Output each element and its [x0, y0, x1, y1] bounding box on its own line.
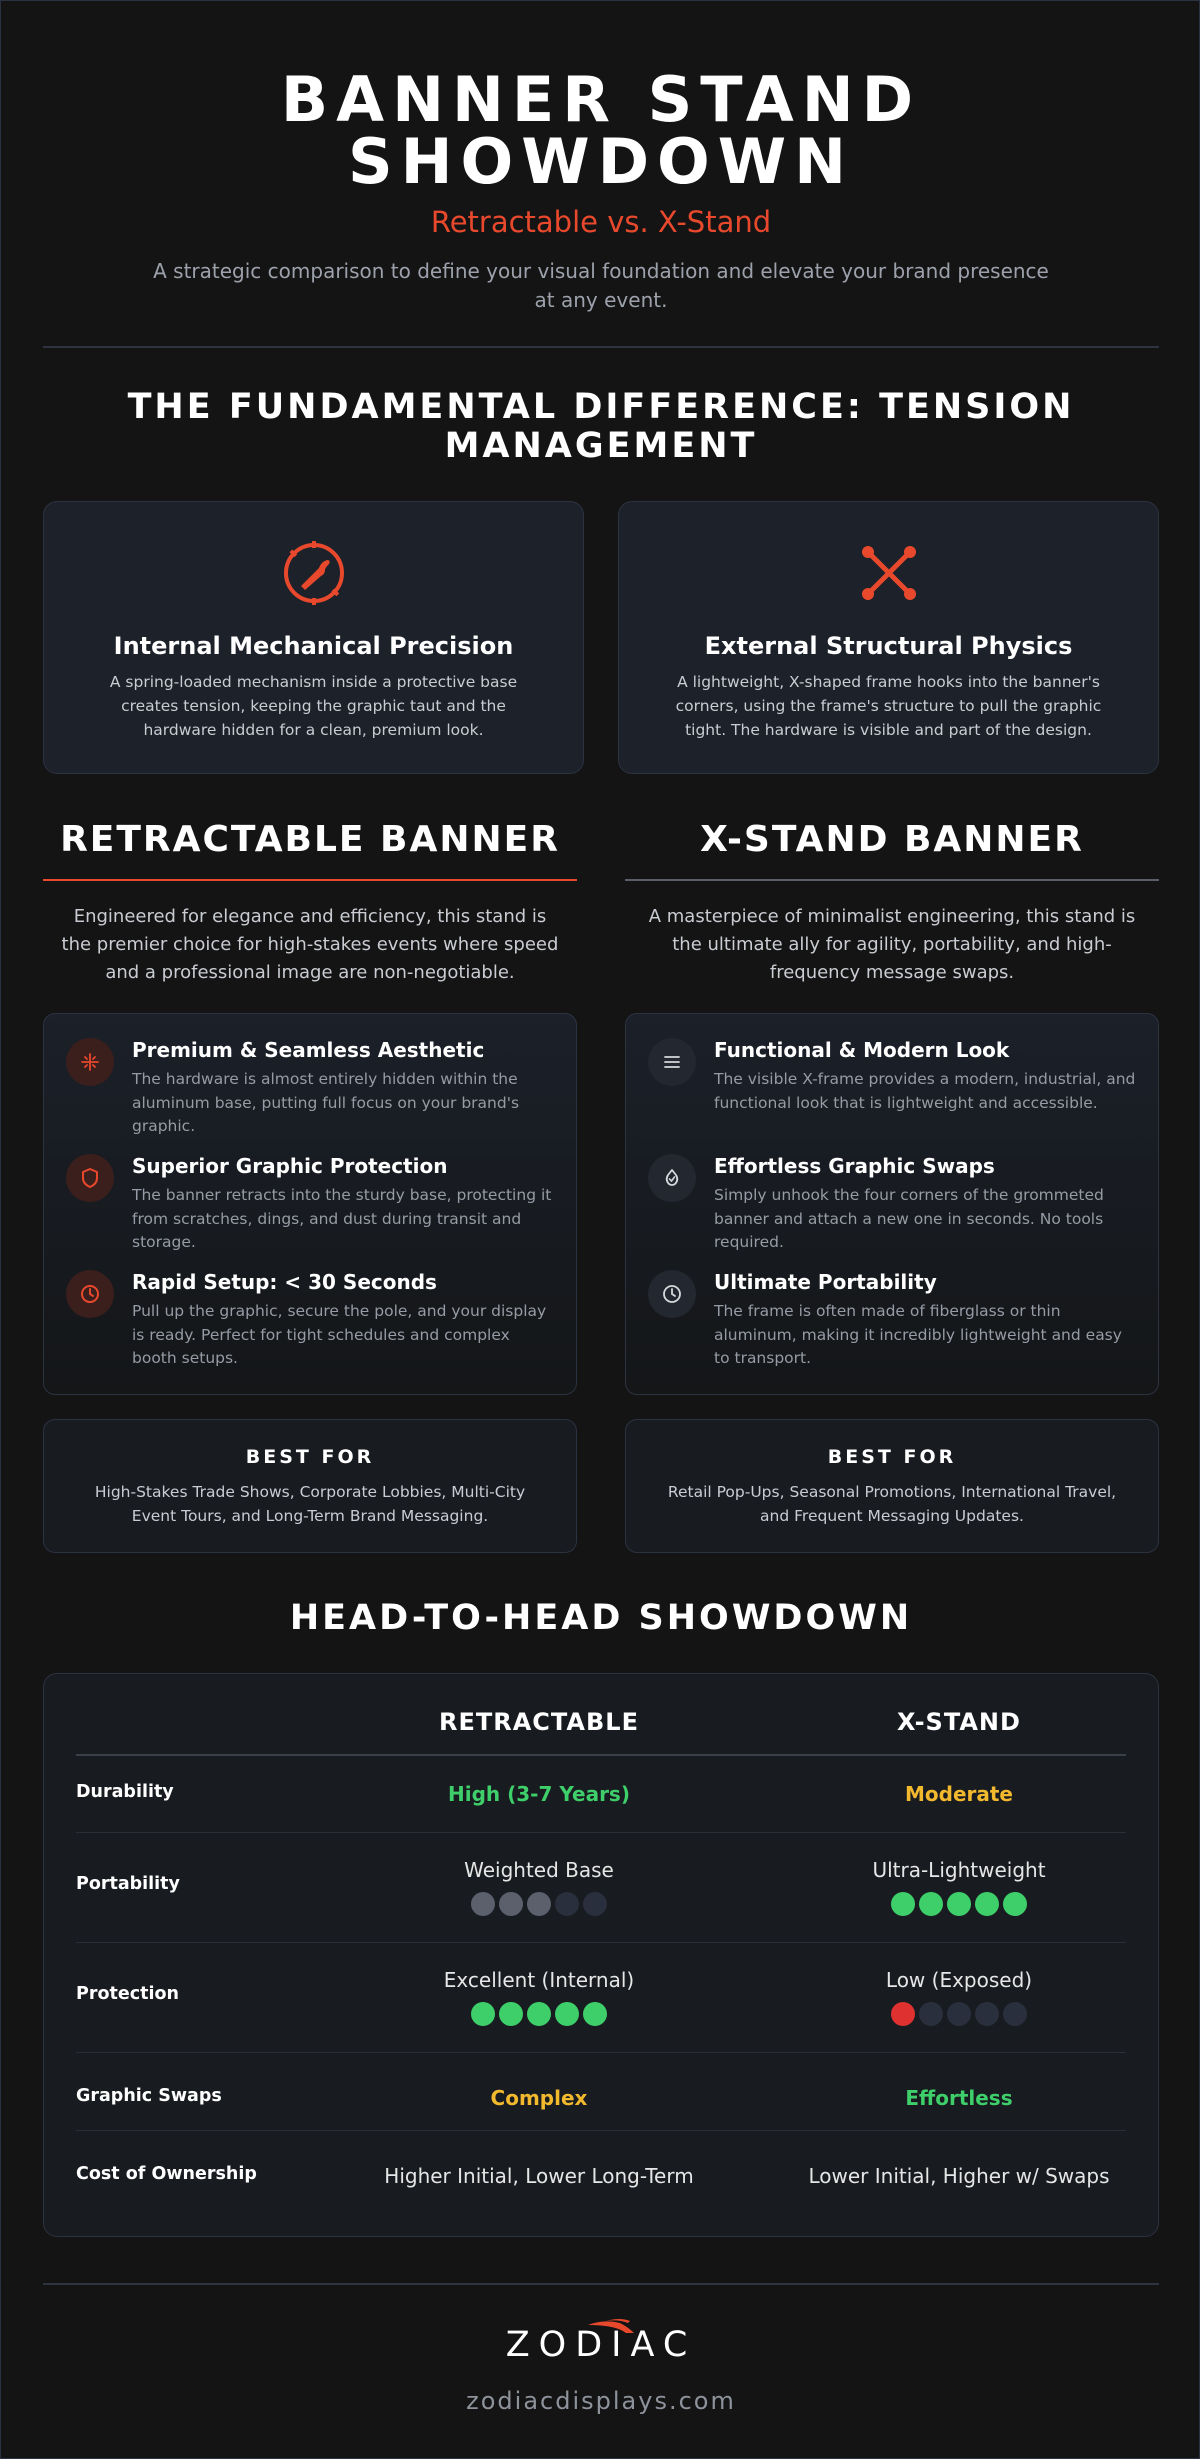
- rating-dot: [583, 2002, 607, 2026]
- title-line-2: SHOWDOWN: [347, 125, 855, 198]
- rating-dot: [891, 1892, 915, 1916]
- feature-text: Pull up the graphic, secure the pole, and your display is ready. Perfect for tight schedules and complex booth setups.: [132, 1302, 547, 1367]
- xstand-features: [625, 1013, 1159, 1395]
- rating-dot: [891, 2002, 915, 2026]
- zodiac-logo: [1, 2317, 1200, 2367]
- feature-title: Premium & Seamless Aesthetic: [132, 1038, 485, 1062]
- fundamental-section-title: [1, 388, 1200, 466]
- col-header-retractable: RETRACTABLE: [439, 1708, 639, 1736]
- rating-dot: [947, 1892, 971, 1916]
- feature-title: Rapid Setup: < 30 Seconds: [132, 1270, 437, 1294]
- rating-dot: [1003, 1892, 1027, 1916]
- feature-title: Effortless Graphic Swaps: [714, 1154, 995, 1178]
- portability-retractable-rating: [329, 1892, 749, 1916]
- x-frame-icon: [854, 538, 924, 608]
- rating-dot: [499, 1892, 523, 1916]
- clock-icon: [648, 1270, 696, 1318]
- rating-dot: [555, 1892, 579, 1916]
- portability-xstand-rating: [749, 1892, 1169, 1916]
- feature-text: The frame is often made of fiberglass or thin aluminum, making it incredibly lightweight and easy to transport.: [714, 1302, 1122, 1367]
- divider: [43, 2283, 1159, 2285]
- feature-text: The visible X-frame provides a modern, industrial, and functional look that is lightweight and accessible.: [714, 1070, 1136, 1112]
- card-text: A spring-loaded mechanism inside a protective base creates tension, keeping the graphic taut and the hardware hidden for a clean, premium look.: [109, 673, 518, 739]
- retractable-best-for: [43, 1419, 577, 1553]
- row-divider: [76, 1832, 1126, 1833]
- sparkle-icon: [66, 1038, 114, 1086]
- xstand-underline: [625, 879, 1159, 881]
- durability-retractable: High (3-7 Years): [448, 1782, 630, 1806]
- rating-dot: [527, 1892, 551, 1916]
- rating-dot: [975, 1892, 999, 1916]
- row-label-durability: Durability: [76, 1782, 174, 1802]
- row-label-graphic-swaps: Graphic Swaps: [76, 2086, 222, 2106]
- protection-xstand-rating: [749, 2002, 1169, 2026]
- rating-dot: [583, 1892, 607, 1916]
- retractable-description: Engineered for elegance and efficiency, this stand is the premier choice for high-stakes events where speed and a professional image are non-negotiable.: [61, 906, 559, 983]
- card-title: Internal Mechanical Precision: [113, 632, 514, 660]
- protection-retractable: Excellent (Internal): [443, 1968, 635, 1992]
- xstand-title: X-STAND BANNER: [700, 819, 1084, 860]
- xstand-description: A masterpiece of minimalist engineering, this stand is the ultimate ally for agility, portability, and high-frequency message swaps.: [648, 906, 1136, 983]
- row-divider: [76, 2130, 1126, 2131]
- section-title-line-1: THE FUNDAMENTAL DIFFERENCE: TENSION: [127, 387, 1075, 427]
- wrench-gear-icon: [279, 538, 349, 608]
- rating-dot: [471, 2002, 495, 2026]
- card-text: A lightweight, X-shaped frame hooks into the banner's corners, using the frame's structure to pull the graphic tight. The hardware is visible and part of the design.: [675, 673, 1102, 739]
- xstand-best-for: [625, 1419, 1159, 1553]
- durability-xstand: Moderate: [904, 1782, 1013, 1806]
- row-divider: [76, 2052, 1126, 2053]
- page-description: A strategic comparison to define your visual foundation and elevate your brand presence at any event.: [153, 259, 1049, 312]
- rating-dot: [919, 2002, 943, 2026]
- title-line-1: BANNER STAND: [280, 63, 922, 136]
- rating-dot: [975, 2002, 999, 2026]
- menu-lines-icon: [648, 1038, 696, 1086]
- feature-text: Simply unhook the four corners of the grommeted banner and attach a new one in seconds. No tools required.: [714, 1186, 1104, 1251]
- cost-xstand: Lower Initial, Higher w/ Swaps: [808, 2164, 1110, 2188]
- col-header-xstand: X-STAND: [897, 1708, 1021, 1736]
- portability-xstand: Ultra-Lightweight: [872, 1858, 1046, 1882]
- website-link[interactable]: zodiacdisplays.com: [466, 2387, 736, 2415]
- cost-retractable: Higher Initial, Lower Long-Term: [384, 2164, 694, 2188]
- page-title: [1, 63, 1200, 198]
- clock-icon: [66, 1270, 114, 1318]
- swap-refresh-icon: [648, 1154, 696, 1202]
- feature-title: Ultimate Portability: [714, 1270, 937, 1294]
- feature-text: The hardware is almost entirely hidden within the aluminum base, putting full focus on your brand's graphic.: [132, 1070, 520, 1135]
- swaps-xstand: Effortless: [905, 2086, 1013, 2110]
- header-rule: [76, 1754, 1126, 1756]
- row-label-portability: Portability: [76, 1874, 180, 1894]
- feature-title: Superior Graphic Protection: [132, 1154, 448, 1178]
- portability-retractable: Weighted Base: [464, 1858, 614, 1882]
- rating-dot: [1003, 2002, 1027, 2026]
- protection-retractable-rating: [329, 2002, 749, 2026]
- internal-mechanism-card: [43, 501, 584, 774]
- rating-dot: [471, 1892, 495, 1916]
- shield-icon: [66, 1154, 114, 1202]
- rating-dot: [947, 2002, 971, 2026]
- logo-text: ZODIAC: [505, 2325, 697, 2365]
- page-subtitle: Retractable vs. X-Stand: [430, 205, 772, 239]
- showdown-title: HEAD-TO-HEAD SHOWDOWN: [289, 1598, 913, 1638]
- rating-dot: [555, 2002, 579, 2026]
- feature-title: Functional & Modern Look: [714, 1038, 1010, 1062]
- divider: [43, 346, 1159, 348]
- rating-dot: [919, 1892, 943, 1916]
- section-title-line-2: MANAGEMENT: [444, 426, 758, 466]
- swaps-retractable: Complex: [490, 2086, 588, 2110]
- best-for-text: Retail Pop-Ups, Seasonal Promotions, International Travel, and Frequent Messaging Updates.: [667, 1483, 1117, 1525]
- rating-dot: [527, 2002, 551, 2026]
- best-for-label: BEST FOR: [827, 1446, 957, 1468]
- rating-dot: [499, 2002, 523, 2026]
- external-structure-card: [618, 501, 1159, 774]
- retractable-features: [43, 1013, 577, 1395]
- comparison-table: [43, 1673, 1159, 2237]
- retractable-title: RETRACTABLE BANNER: [60, 819, 560, 860]
- retractable-underline: [43, 879, 577, 881]
- card-title: External Structural Physics: [704, 632, 1073, 660]
- best-for-label: BEST FOR: [245, 1446, 375, 1468]
- row-label-protection: Protection: [76, 1984, 179, 2004]
- row-label-cost: Cost of Ownership: [76, 2164, 257, 2184]
- best-for-text: High-Stakes Trade Shows, Corporate Lobbies, Multi-City Event Tours, and Long-Term Brand Messaging.: [94, 1483, 526, 1525]
- protection-xstand: Low (Exposed): [885, 1968, 1033, 1992]
- row-divider: [76, 1942, 1126, 1943]
- feature-text: The banner retracts into the sturdy base, protecting it from scratches, dings, and dust during transit and storage.: [132, 1186, 552, 1251]
